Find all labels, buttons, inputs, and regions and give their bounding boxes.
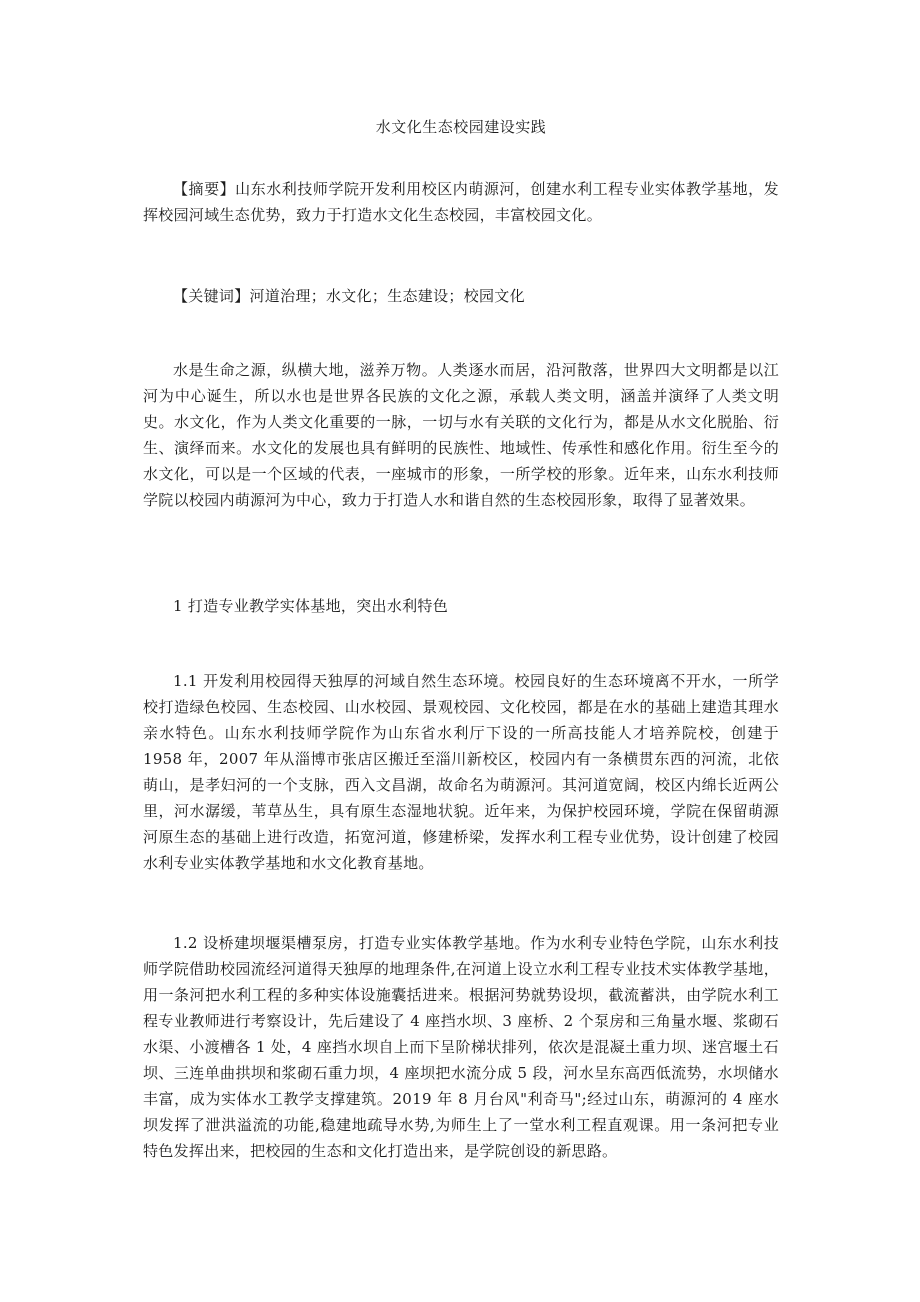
section-1-heading: 1 打造专业教学实体基地，突出水利特色 <box>173 597 449 615</box>
section-1-2-paragraph: 1.2 设桥建坝堰渠槽泵房，打造专业实体教学基地。作为水利专业特色学院，山东水利技师学院借助校园流经河道得天独厚的地理条件,在河道上设立水利工程专业技术实体教学基地，用一条河把水利工程的多种实体设施囊括进来。根据河势就势设坝，截流蓄洪，由学院水利工程专业教师进行考察设计，先后建设了 4 座挡水坝、3 座桥、2 个泵房和三角量水堰、浆砌石水渠、小渡槽各 1 处，4 座挡水坝自上而下呈阶梯状排列，依次是混凝土重力坝、迷宫堰土石坝、三连单曲拱坝和浆砌石重力坝，4 座坝把水流分成 5 段，河水呈东高西低流势，水坝储水丰富，成为实体水工教学支撑建筑。2019 年 8 月台风"利奇马";经过山东，萌源河的 4 座水坝发挥了泄洪溢流的功能,稳建地疏导水势,为师生上了一堂水利工程直观课。用一条河把专业特色发挥出来，把校园的生态和文化打造出来，是学院创设的新思路。 <box>143 934 779 1160</box>
abstract-paragraph: 【摘要】山东水利技师学院开发利用校区内萌源河，创建水利工程专业实体教学基地，发挥校园河域生态优势，致力于打造水文化生态校园，丰富校园文化。 <box>143 180 779 224</box>
keywords-paragraph: 【关键词】河道治理；水文化；生态建设；校园文化 <box>173 287 525 305</box>
document-title: 水文化生态校园建设实践 <box>375 118 547 136</box>
intro-paragraph: 水是生命之源，纵横大地，滋养万物。人类逐水而居，沿河散落，世界四大文明都是以江河为中心诞生，所以水也是世界各民族的文化之源，承载人类文明，涵盖并演绎了人类文明史。水文化，作为人类文化重要的一脉，一切与水有关联的文化行为，都是从水文化脱胎、衍生、演绎而来。水文化的发展也具有鲜明的民族性、地域性、传承性和感化作用。衍生至今的水文化，可以是一个区域的代表，一座城市的形象，一所学校的形象。近年来，山东水利技师学院以校园内萌源河为中心，致力于打造人水和谐自然的生态校园形象，取得了显著效果。 <box>143 361 779 509</box>
section-1-1-paragraph: 1.1 开发利用校园得天独厚的河域自然生态环境。校园良好的生态环境离不开水，一所学校打造绿色校园、生态校园、山水校园、景观校园、文化校园，都是在水的基础上建造其理水亲水特色。山东水利技师学院作为山东省水利厅下设的一所高技能人才培养院校，创建于 1958 年，2007 年从淄博市张店区搬迁至淄川新校区，校园内有一条横贯东西的河流，北依萌山，是孝妇河的一个支脉，西入文昌湖，故命名为萌源河。其河道宽阔，校区内绵长近两公里，河水潺缓，苇草丛生，具有原生态湿地状貌。近年来，为保护校园环境，学院在保留萌源河原生态的基础上进行改造，拓宽河道，修建桥梁，发挥水利工程专业优势，设计创建了校园水利专业实体教学基地和水文化教育基地。 <box>143 672 779 872</box>
